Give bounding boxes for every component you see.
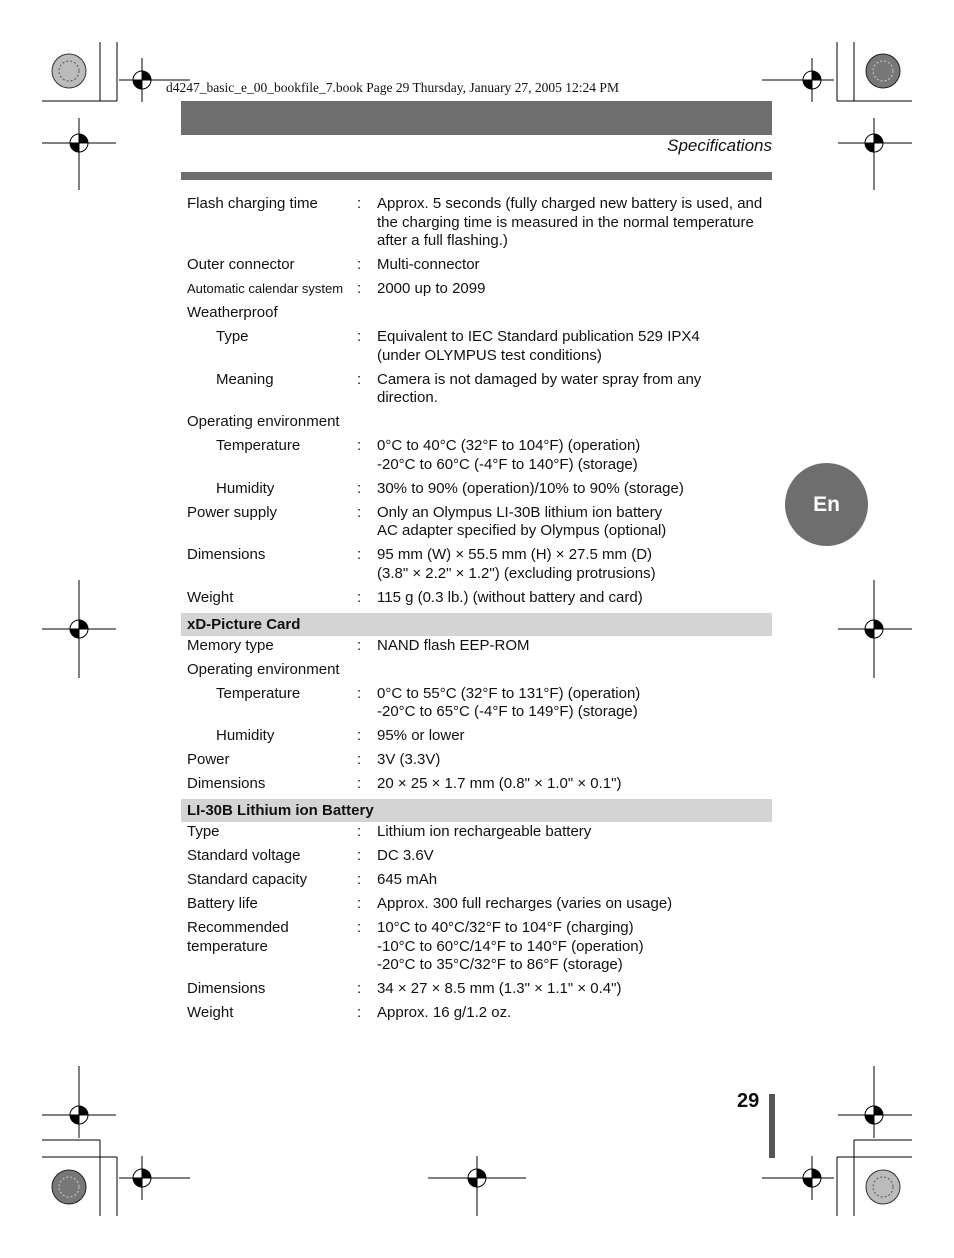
spec-value: 0°C to 40°C (32°F to 104°F) (operation) -20°C to 60°C (-4°F to 140°F) (storage): [377, 437, 641, 473]
spec-value: 95 mm (W) × 55.5 mm (H) × 27.5 mm (D) (3.8" × 2.2" × 1.2") (excluding protrusions): [377, 546, 656, 582]
section-heading-xd-card: xD-Picture Card: [181, 613, 772, 636]
spec-label: Dimensions: [187, 546, 266, 563]
spec-value: 2000 up to 2099: [377, 280, 486, 297]
spec-label: Meaning: [216, 370, 274, 388]
spec-value: Multi-connector: [377, 256, 480, 273]
spec-label: Memory type: [187, 636, 274, 654]
spec-label: Operating environment: [187, 413, 340, 430]
spec-row: Weight : Approx. 16 g/1.2 oz.: [181, 1004, 772, 1028]
spec-table: [181, 195, 772, 1028]
spec-value: Equivalent to IEC Standard publication 529 IPX4 (under OLYMPUS test conditions): [377, 328, 700, 364]
bookfile-header: d4247_basic_e_00_bookfile_7.book Page 29 Thursday, January 27, 2005 12:24 PM: [166, 80, 619, 95]
spec-row: Humidity : 30% to 90% (operation)/10% to 90% (storage): [181, 480, 772, 504]
spec-label: Operating environment: [187, 660, 340, 678]
spec-value: 20 × 25 × 1.7 mm (0.8" × 1.0" × 0.1"): [377, 775, 622, 792]
spec-row: [181, 661, 772, 685]
spec-label: Type: [187, 823, 220, 840]
spec-value: Camera is not damaged by water spray from any direction.: [377, 370, 702, 406]
spec-row: Power supply : Only an Olympus LI-30B lithium ion battery AC adapter specified by Olympus (optional): [181, 504, 772, 547]
spec-label: Weight: [187, 588, 234, 606]
spec-label: Dimensions: [187, 980, 266, 997]
spec-row: Weight : 115 g (0.3 lb.) (without battery and card): [181, 589, 772, 613]
spec-value: 10°C to 40°C/32°F to 104°F (charging) -10°C to 60°C/14°F to 140°F (operation) -20°C to 35°C/32°F to 86°F (storage): [377, 919, 644, 973]
spec-label: Battery life: [187, 895, 258, 912]
spec-row: Battery life : Approx. 300 full recharges (varies on usage): [181, 895, 772, 919]
spec-value: 115 g (0.3 lb.) (without battery and card): [377, 588, 643, 606]
spec-row: [181, 304, 772, 328]
spec-value: 30% to 90% (operation)/10% to 90% (storage): [377, 479, 684, 497]
spec-label: Dimensions: [187, 775, 266, 792]
spec-row: Type : Equivalent to IEC Standard publication 529 IPX4 (under OLYMPUS test conditions): [181, 328, 772, 371]
spec-row: Power : 3V (3.3V): [181, 751, 772, 775]
spec-value: NAND flash EEP-ROM: [377, 636, 530, 654]
spec-label: Standard capacity: [187, 871, 308, 888]
spec-row: Outer connector : Multi-connector: [181, 256, 772, 280]
spec-value: 34 × 27 × 8.5 mm (1.3" × 1.1" × 0.4"): [377, 980, 622, 997]
language-tab-en: En: [785, 463, 868, 546]
section-title: Specifications: [667, 136, 772, 155]
spec-value: 3V (3.3V): [377, 751, 441, 768]
spec-value: Approx. 16 g/1.2 oz.: [377, 1004, 512, 1021]
spec-label: Weatherproof: [187, 304, 278, 321]
spec-value: [377, 304, 772, 323]
spec-row: [181, 413, 772, 437]
spec-label: Temperature: [216, 437, 301, 454]
spec-value: Only an Olympus LI-30B lithium ion battery AC adapter specified by Olympus (optional): [377, 503, 667, 539]
spec-label: Temperature: [216, 684, 301, 702]
top-bar: [181, 101, 772, 135]
spec-row: Recommended temperature : 10°C to 40°C/32°F to 104°F (charging) -10°C to 60°C/14°F to 140°F (operation) -20°C to 35°C/32°F to 86°F (storage): [181, 919, 772, 980]
spec-row: Type : Lithium ion rechargeable battery: [181, 823, 772, 847]
spec-label: Recommended temperature: [187, 919, 289, 955]
spec-row: Dimensions : 34 × 27 × 8.5 mm (1.3" × 1.1" × 0.4"): [181, 980, 772, 1004]
spec-row: Automatic calendar system : 2000 up to 2099: [181, 280, 772, 304]
spec-label: Standard voltage: [187, 847, 301, 864]
spec-value: Lithium ion rechargeable battery: [377, 823, 592, 840]
spec-row: Dimensions : 95 mm (W) × 55.5 mm (H) × 27.5 mm (D) (3.8" × 2.2" × 1.2") (excluding protrusions): [181, 546, 772, 589]
spec-row: Meaning : Camera is not damaged by water spray from any direction.: [181, 371, 772, 414]
spec-value: 95% or lower: [377, 727, 465, 744]
section-heading-battery: LI-30B Lithium ion Battery: [181, 799, 772, 822]
spec-value: Approx. 5 seconds (fully charged new battery is used, and the charging time is measured in the normal temperature after a full flashing.): [377, 195, 763, 249]
page-number: 29: [737, 1090, 760, 1112]
spec-row: Standard capacity : 645 mAh: [181, 871, 772, 895]
spec-row: Temperature : 0°C to 55°C (32°F to 131°F) (operation) -20°C to 65°C (-4°F to 149°F) (storage): [181, 685, 772, 728]
spec-value: 645 mAh: [377, 871, 438, 888]
spec-label: Automatic calendar system: [187, 281, 344, 296]
spec-label: Outer connector: [187, 256, 295, 273]
spec-value: DC 3.6V: [377, 847, 434, 864]
spec-value: [377, 413, 772, 432]
spec-label: Humidity: [216, 727, 275, 744]
spec-row: Dimensions : 20 × 25 × 1.7 mm (0.8" × 1.0" × 0.1"): [181, 775, 772, 799]
spec-value: [377, 661, 772, 680]
page-number-bar: [769, 1094, 775, 1158]
spec-value: Approx. 300 full recharges (varies on usage): [377, 895, 673, 912]
spec-value: 0°C to 55°C (32°F to 131°F) (operation) -20°C to 65°C (-4°F to 149°F) (storage): [377, 684, 641, 720]
spec-label: Type: [216, 328, 249, 345]
spec-row: Flash charging time : Approx. 5 seconds (fully charged new battery is used, and the charging time is measured in the normal temperature after a full flashing.): [181, 195, 772, 256]
spec-row: Standard voltage : DC 3.6V: [181, 847, 772, 871]
spec-row: Temperature : 0°C to 40°C (32°F to 104°F) (operation) -20°C to 60°C (-4°F to 140°F) (storage): [181, 437, 772, 480]
spec-label: Weight: [187, 1004, 234, 1021]
spec-label: Power supply: [187, 503, 278, 521]
spec-row: Memory type : NAND flash EEP-ROM: [181, 637, 772, 661]
spec-row: Humidity : 95% or lower: [181, 727, 772, 751]
spec-label: Power: [187, 751, 230, 768]
spec-label: Humidity: [216, 479, 275, 497]
header-rule: [181, 172, 772, 180]
spec-label: Flash charging time: [187, 195, 318, 212]
